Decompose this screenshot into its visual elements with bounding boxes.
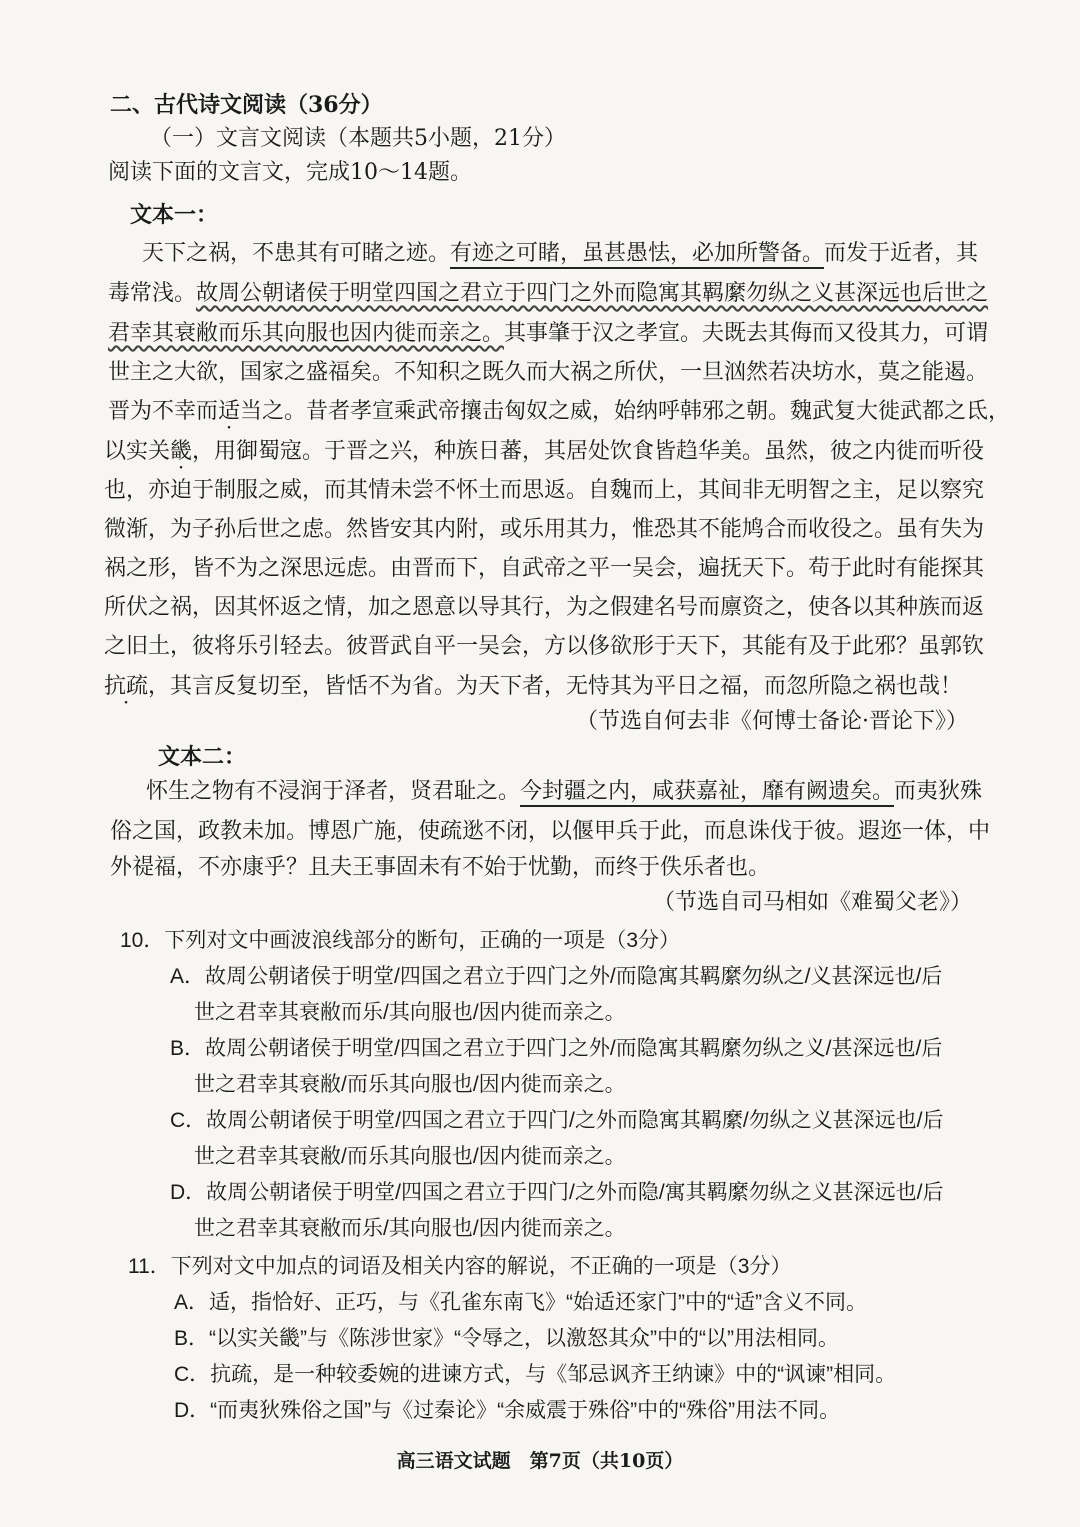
- q10-option-b-cont: 世之君幸其衰敝/而乐其向服也/因内徙而亲之。: [194, 1073, 626, 1096]
- q11-option-b: B．“以实关畿”与《陈涉世家》“令辱之，以激怒其众”中的“以”用法相同。: [174, 1327, 839, 1350]
- text1-line: 世主之大欲，国家之盛福矣。不知积之既久而大祸之所伏，一旦汹然若决坊水，莫之能遏。: [108, 360, 989, 385]
- instruction: 阅读下面的文言文，完成10～14题。: [108, 160, 472, 185]
- text2-line: 外禔福，不亦康乎？且夫王事固未有不始于忧勤，而终于佚乐者也。: [110, 855, 771, 880]
- text1-line: 也，亦迫于制服之威，而其情未尝不怀土而思返。自魏而上，其间非无明智之主，足以察究: [104, 478, 985, 503]
- text1-line: 祸之形，皆不为之深思远虑。由晋而下，自武帝之平一吴会，遍抚天下。苟于此时有能探其: [104, 556, 985, 581]
- text1-line: 毒常浅。故周公朝诸侯于明堂四国之君立于四门之外而隐寓其羁縻勿纵之义甚深远也后世之: [108, 281, 989, 306]
- dotted-word: 畿: [170, 439, 193, 464]
- question-11-stem: 11．下列对文中加点的词语及相关内容的解说，不正确的一项是（3分）: [128, 1255, 792, 1278]
- text2-source: （节选自司马相如《难蜀父老》）: [652, 890, 972, 915]
- text2-line: 怀生之物有不浸润于泽者，贤君耻之。今封疆之内，咸获嘉祉，靡有阙遗矣。而夷狄殊: [146, 777, 982, 807]
- text1-source: （节选自何去非《何博士备论·晋论下》）: [576, 709, 968, 734]
- text2-heading: 文本二：: [158, 744, 247, 770]
- q11-option-d: D．“而夷狄殊俗之国”与《过秦论》“余威震于殊俗”中的“殊俗”用法不同。: [174, 1399, 841, 1422]
- q10-option-d-cont: 世之君幸其衰敝而乐/其向服也/因内徙而亲之。: [194, 1217, 626, 1240]
- text1-line: 君幸其衰敝而乐其向服也因内徙而亲之。其事肇于汉之孝宣。夫既去其侮而又役其力，可谓: [108, 321, 989, 346]
- q10-option-a: A．故周公朝诸侯于明堂/四国之君立于四门之外/而隐寓其羁縻勿纵之/义甚深远也/后: [170, 965, 943, 988]
- q10-option-a-cont: 世之君幸其衰敝而乐/其向服也/因内徙而亲之。: [194, 1001, 626, 1024]
- q10-option-d: D．故周公朝诸侯于明堂/四国之君立于四门/之外而隐/寓其羁縻勿纵之义甚深远也/后: [170, 1181, 944, 1204]
- text1-line: 晋为不幸而适当之。昔者孝宣乘武帝攘击匈奴之威，始纳呼韩邪之朝。魏武复大徙武都之氐，: [108, 399, 1011, 424]
- section-title: 二、古代诗文阅读（36分）: [110, 92, 383, 118]
- q10-option-b: B．故周公朝诸侯于明堂/四国之君立于四门之外/而隐寓其羁縻勿纵之义/甚深远也/后: [170, 1037, 943, 1060]
- dotted-word: 适: [218, 399, 241, 424]
- dotted-word: 抗疏: [104, 674, 149, 699]
- q10-option-c-cont: 世之君幸其衰敝/而乐其向服也/因内徙而亲之。: [194, 1145, 626, 1168]
- text1-line: 微渐，为子孙后世之虑。然皆安其内附，或乐用其力，惟恐其不能鸠合而收役之。虽有失为: [104, 517, 985, 542]
- q10-option-c: C．故周公朝诸侯于明堂/四国之君立于四门/之外而隐寓其羁縻/勿纵之义甚深远也/后: [170, 1109, 944, 1132]
- text1-line: 抗疏，其言反复切至，皆恬不为省。为天下者，无恃其为平日之福，而忽所隐之祸也哉！: [104, 674, 963, 699]
- text1-heading: 文本一：: [130, 202, 219, 228]
- underlined-sentence: 今封疆之内，咸获嘉祉，靡有阙遗矣。: [520, 779, 894, 807]
- page-footer: 高三语文试题 第7页（共10页）: [396, 1450, 684, 1472]
- wavy-underlined-passage: 故周公朝诸侯于明堂四国之君立于四门之外而隐寓其羁縻勿纵之义甚深远也后世之: [196, 281, 989, 306]
- text1-line: 之旧土，彼将乐引轻去。彼晋武自平一吴会，方以侈欲形于天下，其能有及于此邪？虽郭钦: [104, 634, 985, 659]
- q11-option-c: C．抗疏，是一种较委婉的进谏方式，与《邹忌讽齐王纳谏》中的“讽谏”相同。: [174, 1363, 897, 1386]
- text1-line: 所伏之祸，因其怀返之情，加之恩意以导其行，为之假建名号而廪资之，使各以其种族而返: [104, 595, 985, 620]
- underlined-sentence: 有迹之可睹，虽甚愚怯，必加所警备。: [450, 241, 824, 269]
- text1-line: 天下之祸，不患其有可睹之迹。有迹之可睹，虽甚愚怯，必加所警备。而发于近者，其: [142, 239, 978, 269]
- section-subtitle: （一）文言文阅读（本题共5小题，21分）: [150, 126, 566, 151]
- text2-line: 俗之国，政教未加。博恩广施，使疏逖不闭，以偃甲兵于此，而息诛伐于彼。遐迩一体，中: [110, 819, 991, 844]
- question-10-stem: 10．下列对文中画波浪线部分的断句，正确的一项是（3分）: [120, 929, 681, 952]
- text1-line: 以实关畿，用御蜀寇。于晋之兴，种族日蕃，其居处饮食皆趋华美。虽然，彼之内徙而听役: [104, 439, 985, 464]
- q11-option-a: A．适，指恰好、正巧，与《孔雀东南飞》“始适还家门”中的“适”含义不同。: [174, 1291, 867, 1314]
- wavy-underlined-passage: 君幸其衰敝而乐其向服也因内徙而亲之。: [108, 321, 505, 346]
